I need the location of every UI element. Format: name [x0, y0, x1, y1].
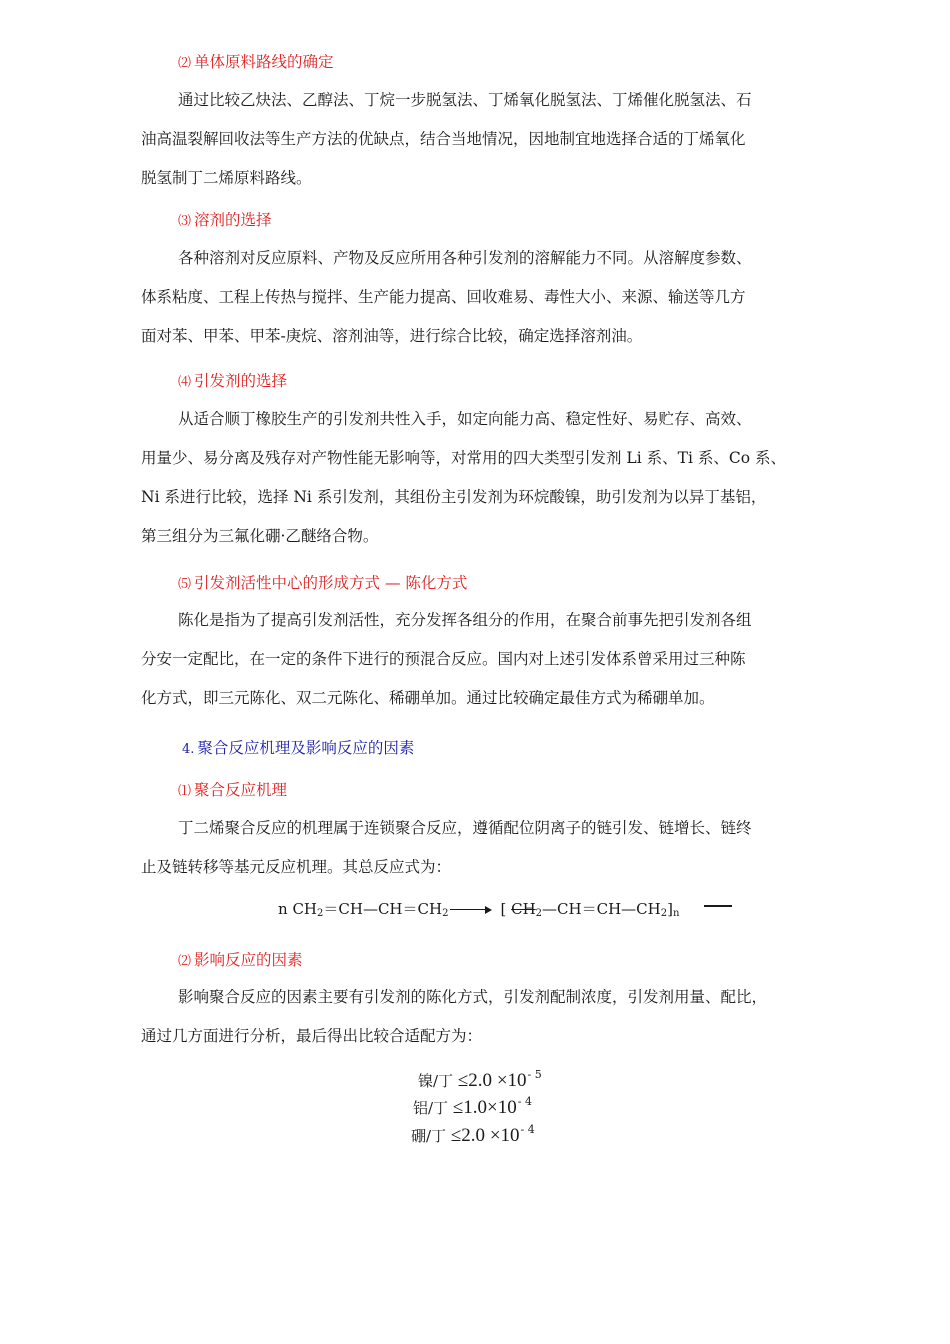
paragraph-line: 油高温裂解回收法等生产方法的优缺点，结合当地情况，因地制宜地选择合适的丁烯氧化 — [141, 130, 746, 148]
paragraph-line: 止及链转移等基元反应机理。其总反应式为： — [141, 858, 452, 876]
formula-label: 镍/丁 — [418, 1072, 454, 1090]
paragraph-line: 丁二烯聚合反应的机理属于连锁聚合反应，遵循配位阴离子的链引发、链增长、链终 — [178, 819, 752, 837]
formula-label: 硼/丁 — [411, 1127, 447, 1145]
bond-line — [704, 905, 732, 907]
paragraph-line: 化方式，即三元陈化、双二元陈化、稀硼单加。通过比较确定最佳方式为稀硼单加。 — [141, 689, 715, 707]
formula-multiplier: ×10 — [487, 1097, 517, 1118]
paragraph-line: 从适合顺丁橡胶生产的引发剂共性入手，如定向能力高、稳定性好、易贮存、高效、 — [178, 410, 752, 428]
product — [500, 900, 679, 918]
product-part: CH — [511, 900, 536, 918]
paragraph-line: 面对苯、甲苯、甲苯-庚烷、溶剂油等，进行综合比较，确定选择溶剂油。 — [141, 327, 643, 345]
paragraph-line: 通过几方面进行分析，最后得出比较合适配方为： — [141, 1027, 483, 1045]
formula-label: 铝/丁 — [413, 1099, 449, 1117]
paragraph-raw-material-route — [141, 81, 821, 198]
section-number: ⑵ — [178, 954, 192, 969]
section-heading-5 — [178, 571, 467, 593]
bracket-close: ] — [667, 900, 673, 918]
section-title: 引发剂的选择 — [194, 372, 288, 390]
section-heading-3 — [178, 208, 272, 230]
paragraph-line: 陈化是指为了提高引发剂活性，充分发挥各组分的作用，在聚合前事先把引发剂各组 — [178, 611, 752, 629]
subscript-n: n — [672, 908, 680, 919]
paragraph-solvent — [141, 239, 821, 356]
section-number: ⑴ — [178, 784, 192, 799]
bracket-open: [ — [500, 900, 507, 918]
reactant — [292, 900, 448, 918]
formula-operator: ≤ — [457, 1070, 469, 1091]
paragraph-line: 脱氢制丁二烯原料路线。 — [141, 169, 312, 187]
paragraph-line: 用量少、易分离及残存对产物性能无影响等，对常用的四大类型引发剂 Li 系、Ti 系、Co 系、 — [141, 449, 786, 467]
section-title: 单体原料路线的确定 — [194, 53, 334, 71]
paragraph-line: 体系粘度、工程上传热与搅拌、生产能力提高、回收难易、毒性大小、来源、输送等几方 — [141, 288, 746, 306]
subscript: 2 — [317, 908, 324, 919]
paragraph-aging — [141, 601, 821, 718]
paragraph-line: 影响聚合反应的因素主要有引发剂的陈化方式，引发剂配制浓度，引发剂用量、配比， — [178, 988, 768, 1006]
paragraph-initiator — [141, 400, 821, 556]
reaction-equation — [278, 898, 679, 919]
coefficient-n: n — [278, 900, 288, 918]
chapter-heading-4 — [182, 736, 414, 758]
heading-number: 4. — [182, 742, 195, 757]
reactant-part: CH — [292, 900, 318, 918]
formula-exponent: - 5 — [527, 1068, 542, 1081]
formula-aluminum — [413, 1095, 532, 1119]
paragraph-line: 第三组分为三氟化硼·乙醚络合物。 — [141, 527, 379, 545]
subscript: 2 — [660, 908, 668, 919]
formula-boron — [411, 1123, 535, 1147]
subscript: 2 — [442, 908, 449, 919]
formula-multiplier: ×10 — [489, 1125, 520, 1146]
paragraph-mechanism — [141, 809, 821, 887]
paragraph-factors — [141, 978, 821, 1056]
heading-title: 聚合反应机理及影响反应的因素 — [197, 739, 415, 757]
formula-value: 2.0 — [468, 1070, 493, 1091]
section-title: 聚合反应机理 — [194, 781, 288, 799]
reactant-part: ＝CH—CH＝CH — [323, 900, 443, 918]
section-title: 溶剂的选择 — [194, 211, 272, 229]
paragraph-line: 分安一定配比，在一定的条件下进行的预混合反应。国内对上述引发体系曾采用过三种陈 — [141, 650, 746, 668]
formula-value: 1.0 — [463, 1097, 488, 1118]
section-number: ⑷ — [178, 375, 192, 390]
formula-nickel — [418, 1068, 542, 1092]
section-number: ⑸ — [178, 577, 192, 592]
section-heading-mechanism — [178, 778, 287, 800]
formula-exponent: - 4 — [517, 1095, 532, 1108]
paragraph-line: 各种溶剂对反应原料、产物及反应所用各种引发剂的溶解能力不同。从溶解度参数、 — [178, 249, 752, 267]
section-title: 引发剂活性中心的形成方式 — 陈化方式 — [194, 574, 468, 592]
section-title: 影响反应的因素 — [194, 951, 303, 969]
section-heading-2 — [178, 50, 334, 72]
formula-exponent: - 4 — [520, 1123, 535, 1136]
formula-value: 2.0 — [461, 1125, 486, 1146]
formula-operator: ≤ — [450, 1125, 462, 1146]
subscript: 2 — [535, 908, 543, 919]
section-number: ⑶ — [178, 214, 192, 229]
section-number: ⑵ — [178, 56, 192, 71]
section-heading-4 — [178, 369, 287, 391]
formula-operator: ≤ — [452, 1097, 464, 1118]
formula-multiplier: ×10 — [496, 1070, 527, 1091]
paragraph-line: 通过比较乙炔法、乙醇法、丁烷一步脱氢法、丁烯氧化脱氢法、丁烯催化脱氢法、石 — [178, 91, 752, 109]
reaction-arrow-icon — [450, 905, 492, 915]
paragraph-line: Ni 系进行比较，选择 Ni 系引发剂，其组份主引发剂为环烷酸镍，助引发剂为以异丁基铝， — [141, 488, 767, 506]
section-heading-factors — [178, 948, 303, 970]
product-part: —CH＝CH—CH — [542, 900, 661, 918]
